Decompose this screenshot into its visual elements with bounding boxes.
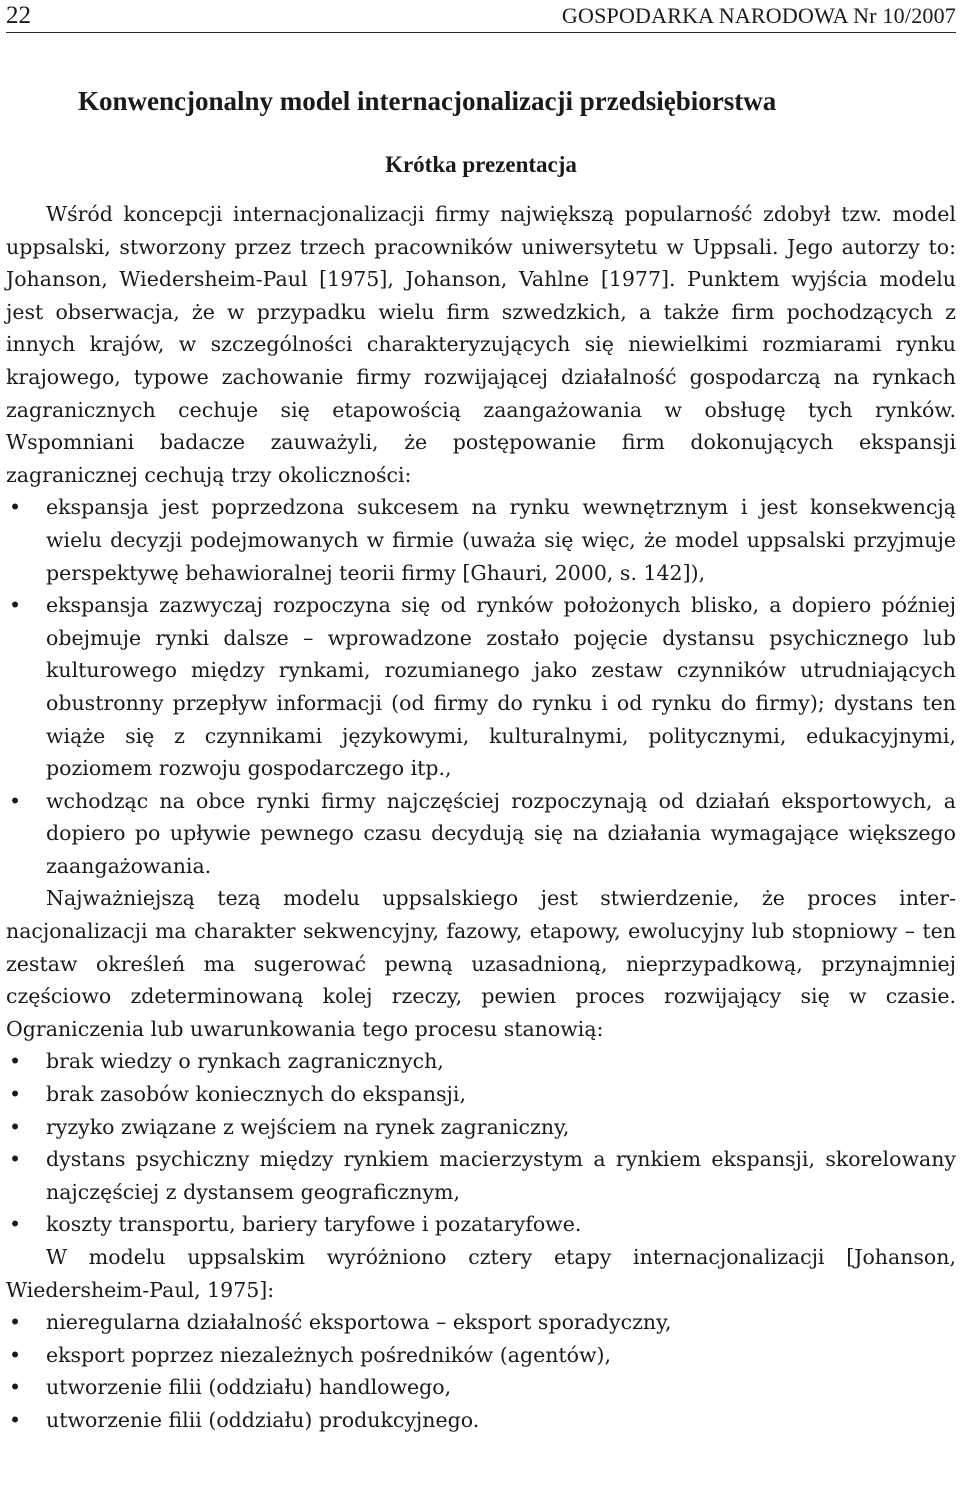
list-item bbox=[6, 1111, 956, 1144]
list-item bbox=[6, 1339, 956, 1372]
bullet-marker: • bbox=[9, 1310, 22, 1335]
list-item bbox=[6, 785, 956, 883]
list-item-text: brak zasobów koniecznych do ekspansji, bbox=[46, 1082, 466, 1107]
constraints-list bbox=[6, 1045, 956, 1241]
bullet-marker: • bbox=[9, 1375, 22, 1400]
list-item-text: brak wiedzy o rynkach zagranicznych, bbox=[46, 1049, 444, 1074]
paragraph-stages-intro: W modelu uppsalskim wyróżniono cztery etapy internacjonalizacji [Johanson, Wiedersheim-Paul, 1975]: bbox=[6, 1245, 956, 1302]
list-item bbox=[6, 1306, 956, 1339]
list-item bbox=[6, 491, 956, 589]
bullet-marker: • bbox=[9, 1114, 22, 1139]
list-item bbox=[6, 1404, 956, 1437]
bullet-marker: • bbox=[9, 1407, 22, 1432]
list-item bbox=[6, 589, 956, 785]
paragraph-intro: Wśród koncepcji internacjonalizacji firmy największą popularność zdobył tzw. model uppsalski, stworzony przez trzech pracowników uniwersytetu w Uppsali. Jego autorzy to: Johanson, Wiedersheim-Paul [1975], Johanson, Vahlne [1977]. Punktem wyjścia modelu jest obserwacja, że w przypadku wielu firm szwedzkich, a także firm pochodzących z innych krajów, w szczególności charakteryzujących się niewielkimi rozmiarami rynku krajowego, typowe zachowanie firmy rozwijającej działalność gospodarczą na rynkach zagranicznych cechuje się etapowością zaangażowania w obsługę tych rynków. Wspomniani badacze zauważyli, że postępowanie firm dokonujących ekspansji zagranicznej cechują trzy okoliczności: bbox=[6, 202, 956, 487]
bullet-marker: • bbox=[9, 1049, 22, 1074]
bullet-marker: • bbox=[9, 495, 22, 520]
list-item bbox=[6, 1371, 956, 1404]
list-item-text: eksport poprzez niezależnych pośredników (agentów), bbox=[46, 1342, 612, 1367]
list-item-text: ryzyko związane z wejściem na rynek zagraniczny, bbox=[46, 1114, 570, 1139]
list-item-text: ekspansja zazwyczaj rozpoczyna się od rynków położonych blisko, a dopiero później obejmuje rynki dalsze – wprowadzone zostało pojęcie dystansu psychicznego lub kulturowego między rynkami, rozumianego jako zestaw czynników utrudniających obustronny przepływ informacji (od firmy do rynku i od rynku do firmy); dystans ten wiąże się z czynnikami językowymi, kulturalnymi, politycznymi, edukacyjnymi, poziomem rozwoju gospodarczego itp., bbox=[46, 593, 956, 781]
bullet-marker: • bbox=[9, 1147, 22, 1172]
list-item bbox=[6, 1045, 956, 1078]
bullet-marker: • bbox=[9, 593, 22, 618]
list-item bbox=[6, 1208, 956, 1241]
circumstances-list bbox=[6, 491, 956, 882]
paragraph-thesis: Najważniejszą tezą modelu uppsalskiego jest stwierdzenie, że proces internacjonalizacji ma charakter sekwencyjny, fazowy, etapowy, ewolucyjny lub stopniowy – ten zestaw określeń ma sugerować pewną uzasadnioną, nieprzypadkową, przynajmniej częściowo zdeterminowaną kolej rzeczy, pewien proces rozwijający się w czasie. Ograniczenia lub uwarunkowania tego procesu stanowią: bbox=[6, 886, 956, 1041]
list-item-text: utworzenie filii (oddziału) handlowego, bbox=[46, 1375, 452, 1400]
section-title: Konwencjonalny model internacjonalizacji przedsiębiorstwa bbox=[78, 86, 777, 116]
article-body bbox=[6, 198, 956, 1437]
list-item-text: ekspansja jest poprzedzona sukcesem na rynku wewnętrznym i jest konsekwencją wielu decyzji podejmowanych w firmie (uważa się więc, że model uppsalski przyjmuje perspektywę behawioralnej teorii firmy [Ghauri, 2000, s. 142]), bbox=[46, 495, 956, 585]
list-item-text: wchodząc na obce rynki firmy najczęściej rozpoczynają od działań eksportowych, a dopiero po upływie pewnego czasu decydują się na działania wymagające większego zaangażowania. bbox=[46, 788, 956, 878]
list-item bbox=[6, 1143, 956, 1208]
journal-title: GOSPODARKA NARODOWA Nr 10/2007 bbox=[561, 3, 956, 28]
list-item bbox=[6, 1078, 956, 1111]
stages-list bbox=[6, 1306, 956, 1436]
subsection-title: Krótka prezentacja bbox=[385, 152, 577, 177]
bullet-marker: • bbox=[9, 1342, 22, 1367]
list-item-text: koszty transportu, bariery taryfowe i pozataryfowe. bbox=[46, 1212, 582, 1237]
list-item-text: dystans psychiczny między rynkiem macierzystym a rynkiem ekspansji, skorelowany najczęściej z dystansem geograficznym, bbox=[46, 1147, 956, 1204]
bullet-marker: • bbox=[9, 788, 22, 813]
running-header bbox=[6, 0, 956, 33]
bullet-marker: • bbox=[9, 1212, 22, 1237]
bullet-marker: • bbox=[9, 1082, 22, 1107]
document-page bbox=[6, 0, 956, 1437]
page-number: 22 bbox=[6, 2, 31, 29]
list-item-text: nieregularna działalność eksportowa – eksport sporadyczny, bbox=[46, 1310, 672, 1335]
list-item-text: utworzenie filii (oddziału) produkcyjnego. bbox=[46, 1407, 480, 1432]
